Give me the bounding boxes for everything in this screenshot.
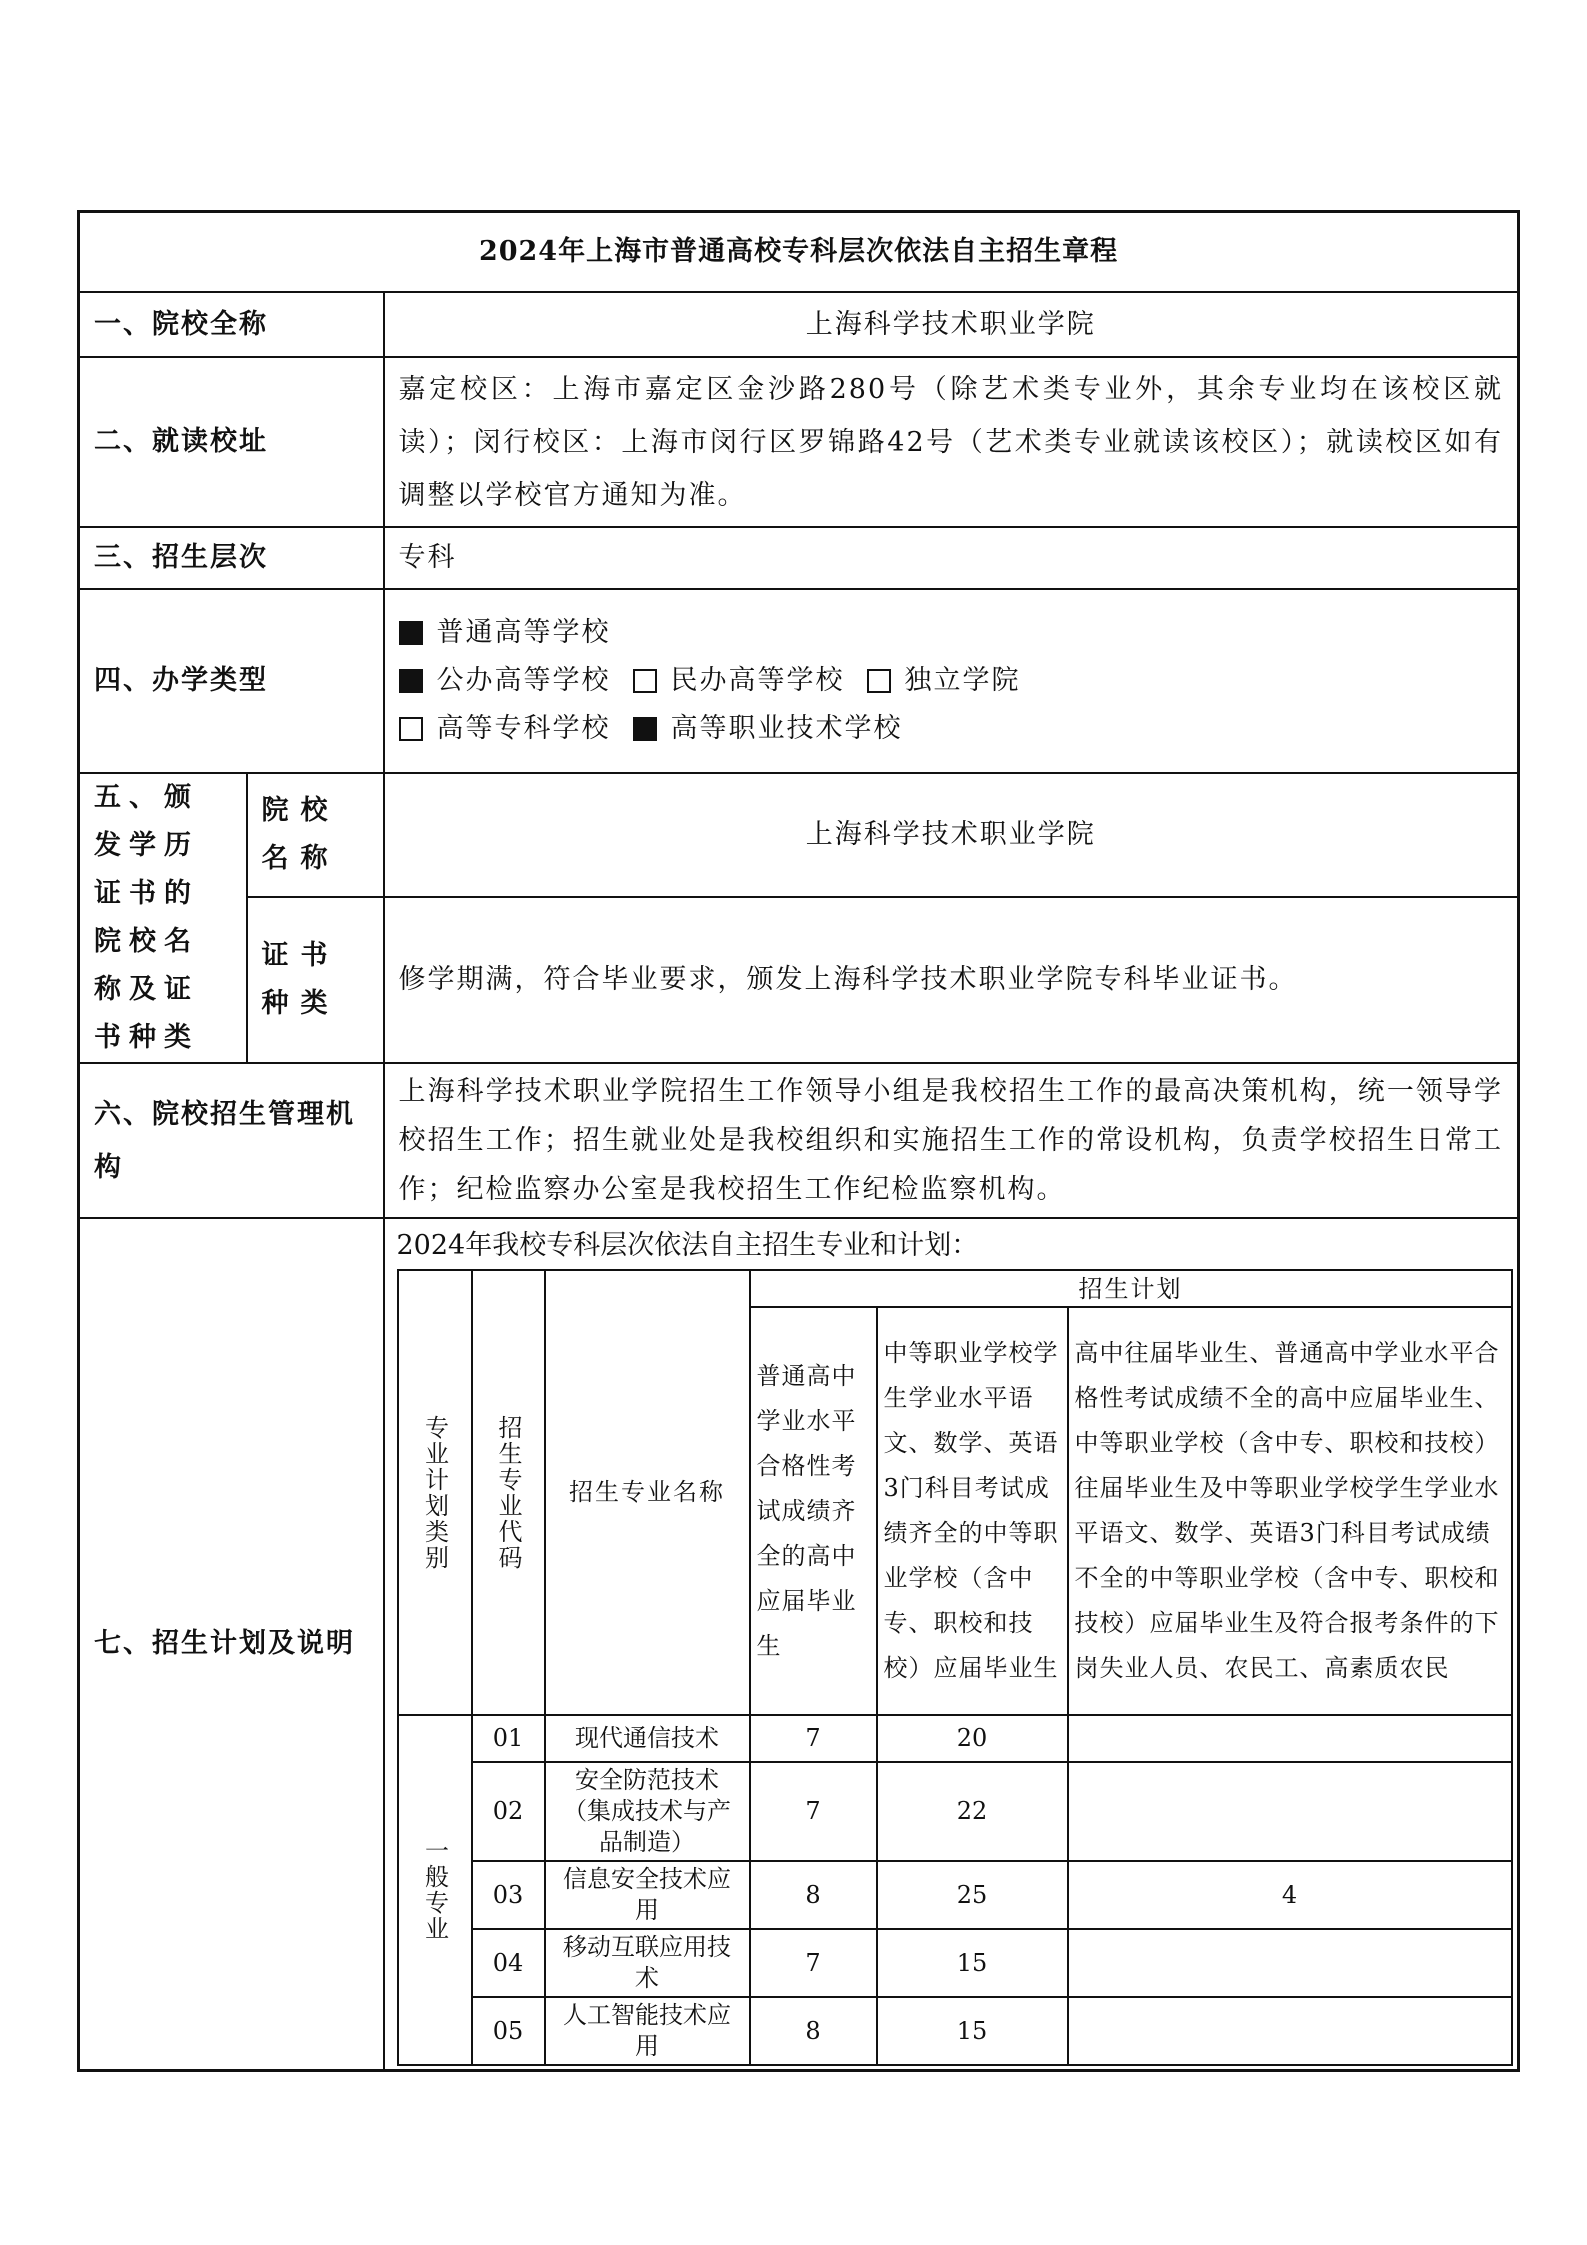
school-name-label: 一、院校全称 xyxy=(79,292,384,357)
option-label: 公办高等学校 xyxy=(436,665,611,696)
school-type-label: 四、办学类型 xyxy=(79,589,384,773)
plan-col-3 xyxy=(1068,1762,1512,1861)
header-code xyxy=(472,1270,545,1715)
address-value: 嘉定校区：上海市嘉定区金沙路280号（除艺术类专业外，其余专业均在该校区就读）；闵行校区：上海市闵行区罗锦路42号（艺术类专业就读该校区）；就读校区如有调整以学校官方通知为准。 xyxy=(384,357,1519,527)
major-code: 05 xyxy=(472,1997,545,2065)
checkbox-checked-icon xyxy=(399,669,423,693)
major-code: 01 xyxy=(472,1715,545,1762)
certificate-school-value: 上海科学技术职业学院 xyxy=(384,773,1519,897)
school-name-value: 上海科学技术职业学院 xyxy=(384,292,1519,357)
header-col-1: 普通高中学业水平合格性考试成绩齐全的高中应届毕业生 xyxy=(750,1307,877,1715)
plan-label: 七、招生计划及说明 xyxy=(79,1218,384,2070)
management-label: 六、院校招生管理机构 xyxy=(79,1063,384,1218)
option-label: 民办高等学校 xyxy=(670,665,845,696)
option-junior-college xyxy=(399,705,611,753)
major-code: 04 xyxy=(472,1929,545,1997)
header-code-text: 招生专业代码 xyxy=(494,1414,522,1571)
header-col-3: 高中往届毕业生、普通高中学业水平合格性考试成绩不全的高中应届毕业生、中等职业学校（含中专、职校和技校）往届毕业生及中等职业学校学生学业水平语文、数学、英语3门科目考试成绩不全的中等职业学校（含中专、职校和技校）应届毕业生及符合报考条件的下岗失业人员、农民工、高素质农民 xyxy=(1068,1307,1512,1715)
option-regular-higher xyxy=(399,609,611,657)
major-code: 02 xyxy=(472,1762,545,1861)
option-vocational xyxy=(633,705,903,753)
major-name: 信息安全技术应用 xyxy=(545,1861,750,1929)
major-name: 人工智能技术应用 xyxy=(545,1997,750,2065)
major-name: 移动互联应用技术 xyxy=(545,1929,750,1997)
major-name: 现代通信技术 xyxy=(545,1715,750,1762)
plan-col-2: 25 xyxy=(877,1861,1068,1929)
school-type-line-1 xyxy=(399,609,1504,657)
major-name: 安全防范技术（集成技术与产品制造） xyxy=(545,1762,750,1861)
address-label: 二、就读校址 xyxy=(79,357,384,527)
school-type-line-2 xyxy=(399,657,1504,705)
certificate-school-label: 院校名称 xyxy=(247,773,384,897)
option-label: 高等专科学校 xyxy=(436,713,611,744)
checkbox-empty-icon xyxy=(867,669,891,693)
plan-col-2: 15 xyxy=(877,1929,1068,1997)
certificate-label: 五、颁发学历证书的院校名称及证书种类 xyxy=(79,773,247,1063)
plan-col-3: 4 xyxy=(1068,1861,1512,1929)
plan-col-2: 15 xyxy=(877,1997,1068,2065)
document-title: 2024年上海市普通高校专科层次依法自主招生章程 xyxy=(79,212,1519,293)
checkbox-empty-icon xyxy=(399,717,423,741)
plan-col-1: 7 xyxy=(750,1715,877,1762)
option-public xyxy=(399,657,611,705)
level-value: 专科 xyxy=(384,527,1519,589)
school-type-line-3 xyxy=(399,705,1504,753)
level-label: 三、招生层次 xyxy=(79,527,384,589)
option-independent xyxy=(867,657,1021,705)
plan-col-3 xyxy=(1068,1997,1512,2065)
plan-col-3 xyxy=(1068,1929,1512,1997)
header-col-2: 中等职业学校学生学业水平语文、数学、英语3门科目考试成绩齐全的中等职业学校（含中专、职校和技校）应届毕业生 xyxy=(877,1307,1068,1715)
header-category xyxy=(398,1270,472,1715)
option-label: 普通高等学校 xyxy=(436,617,611,648)
option-label: 独立学院 xyxy=(904,665,1021,696)
certificate-type-label: 证书种类 xyxy=(247,897,384,1063)
plan-col-2: 20 xyxy=(877,1715,1068,1762)
header-category-text: 专业计划类别 xyxy=(420,1414,449,1571)
header-major: 招生专业名称 xyxy=(545,1270,750,1715)
category-general-text: 一般专业 xyxy=(420,1838,449,1942)
plan-col-1: 8 xyxy=(750,1861,877,1929)
major-code: 03 xyxy=(472,1861,545,1929)
school-type-options xyxy=(384,589,1519,773)
plan-intro: 2024年我校专科层次依法自主招生专业和计划： xyxy=(396,1230,979,1261)
category-general xyxy=(398,1715,472,2065)
plan-col-1: 7 xyxy=(750,1929,877,1997)
option-private xyxy=(633,657,845,705)
admission-charter-table xyxy=(77,210,1520,2072)
checkbox-empty-icon xyxy=(633,669,657,693)
plan-table xyxy=(397,1269,1513,2066)
management-value: 上海科学技术职业学院招生工作领导小组是我校招生工作的最高决策机构，统一领导学校招生工作；招生就业处是我校组织和实施招生工作的常设机构，负责学校招生日常工作；纪检监察办公室是我校招生工作纪检监察机构。 xyxy=(384,1063,1519,1218)
certificate-type-value: 修学期满，符合毕业要求，颁发上海科学技术职业学院专科毕业证书。 xyxy=(384,897,1519,1063)
plan-col-1: 8 xyxy=(750,1997,877,2065)
checkbox-checked-icon xyxy=(399,621,423,645)
plan-col-3 xyxy=(1068,1715,1512,1762)
plan-content xyxy=(384,1218,1519,2070)
plan-col-1: 7 xyxy=(750,1762,877,1861)
checkbox-checked-icon xyxy=(633,717,657,741)
header-plan: 招生计划 xyxy=(750,1270,1512,1307)
option-label: 高等职业技术学校 xyxy=(670,713,903,744)
plan-col-2: 22 xyxy=(877,1762,1068,1861)
